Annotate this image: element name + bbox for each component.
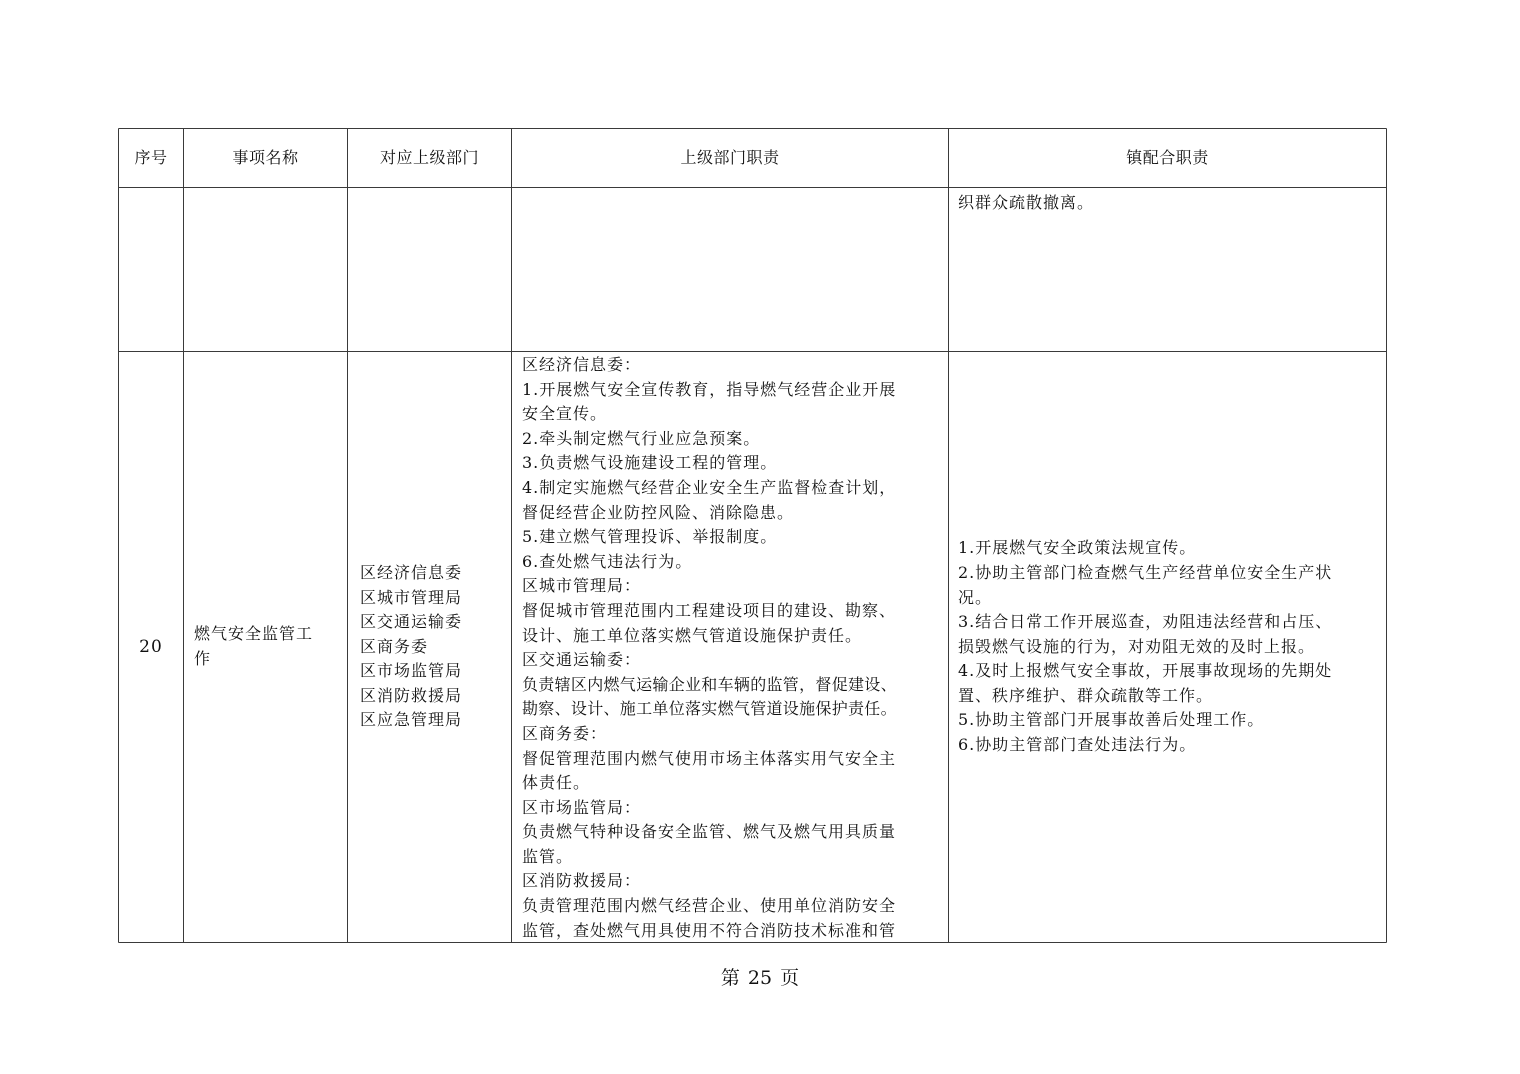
superior-duty-line: 设计、施工单位落实燃气管道设施保护责任。 (522, 625, 863, 645)
header-item-name: 事项名称 (232, 147, 299, 167)
superior-duty-line: 区经济信息委： (522, 355, 642, 374)
item-name-line: 作 (194, 649, 212, 668)
department-item: 区交通运输委 (360, 612, 463, 632)
superior-duty-line: 督促管理范围内燃气使用市场主体落实用气安全主 (522, 748, 897, 768)
town-duty-line: 1.开展燃气安全政策法规宣传。 (958, 538, 1197, 558)
superior-duty-line: 区城市管理局： (522, 576, 642, 596)
town-duty-line: 况。 (958, 587, 993, 607)
row-number (119, 352, 183, 942)
departments-cell (360, 352, 510, 942)
item-name-line: 燃气安全监管工 (194, 624, 314, 644)
department-item: 区城市管理局 (360, 587, 463, 607)
town-duty-line: 置、秩序维护、群众疏散等工作。 (958, 685, 1214, 705)
town-duty-line: 2.协助主管部门检查燃气生产经营单位安全生产状 (958, 562, 1333, 582)
superior-duty-line: 督促城市管理范围内工程建设项目的建设、勘察、 (522, 600, 897, 620)
superior-duty-line: 监管，查处燃气用具使用不符合消防技术标准和管 (522, 920, 897, 940)
superior-duty-line: 2.牵头制定燃气行业应急预案。 (522, 428, 761, 448)
page-suffix: 页 (780, 967, 800, 989)
superior-duty-line: 督促经营企业防控风险、消除隐患。 (522, 502, 795, 522)
page-prefix: 第 (720, 967, 740, 989)
superior-duty-line: 3.负责燃气设施建设工程的管理。 (522, 453, 778, 473)
header-superior-department: 对应上级部门 (379, 147, 479, 167)
superior-duty-line: 负责辖区内燃气运输企业和车辆的监管，督促建设、 (522, 674, 897, 694)
superior-duty-line: 区市场监管局： (522, 797, 642, 817)
superior-duty-line: 安全宣传。 (522, 404, 608, 424)
department-item: 区市场监管局 (360, 661, 463, 681)
header-number: 序号 (134, 147, 168, 167)
header-town-duties: 镇配合职责 (1126, 147, 1209, 167)
town-duty-line: 4.及时上报燃气安全事故，开展事故现场的先期处 (958, 661, 1333, 681)
superior-duty-line: 1.开展燃气安全宣传教育，指导燃气经营企业开展 (522, 379, 897, 399)
town-duty-line: 6.协助主管部门查处违法行为。 (958, 735, 1197, 755)
town-duty-line: 3.结合日常工作开展巡查，劝阻违法经营和占压、 (958, 612, 1333, 632)
row-number-text: 20 (139, 636, 163, 657)
superior-duty-line: 区商务委： (522, 723, 608, 743)
superior-duty-line: 监管。 (522, 846, 574, 866)
superior-duty-line: 区消防救援局： (522, 871, 642, 891)
page-footer (0, 963, 1520, 990)
town-duty-line: 损毁燃气设施的行为，对劝阻无效的及时上报。 (958, 636, 1316, 656)
header-superior-duties: 上级部门职责 (680, 147, 780, 167)
superior-duty-line: 6.查处燃气违法行为。 (522, 551, 693, 571)
page-number: 25 (747, 967, 773, 989)
superior-duty-line: 区交通运输委： (522, 650, 642, 670)
continuation-town-duty-text: 织群众疏散撤离。 (958, 193, 1095, 212)
superior-duties-cell (522, 353, 947, 942)
superior-duty-line: 5.建立燃气管理投诉、举报制度。 (522, 527, 778, 547)
superior-duty-line: 负责燃气特种设备安全监管、燃气及燃气用具质量 (522, 822, 897, 842)
department-item: 区商务委 (360, 636, 429, 656)
superior-duty-line: 勘察、设计、施工单位落实燃气管道设施保护责任。 (522, 699, 897, 719)
department-item: 区消防救援局 (360, 685, 463, 705)
item-name-cell (194, 352, 344, 942)
continuation-town-duty-cell (958, 191, 1383, 216)
superior-duty-line: 负责管理范围内燃气经营企业、使用单位消防安全 (522, 896, 897, 916)
department-item: 区应急管理局 (360, 710, 463, 730)
department-item: 区经济信息委 (360, 562, 463, 582)
town-duty-line: 5.协助主管部门开展事故善后处理工作。 (958, 710, 1265, 730)
superior-duty-line: 体责任。 (522, 773, 591, 793)
town-duties-cell (958, 352, 1384, 942)
superior-duty-line: 4.制定实施燃气经营企业安全生产监督检查计划， (522, 477, 897, 497)
